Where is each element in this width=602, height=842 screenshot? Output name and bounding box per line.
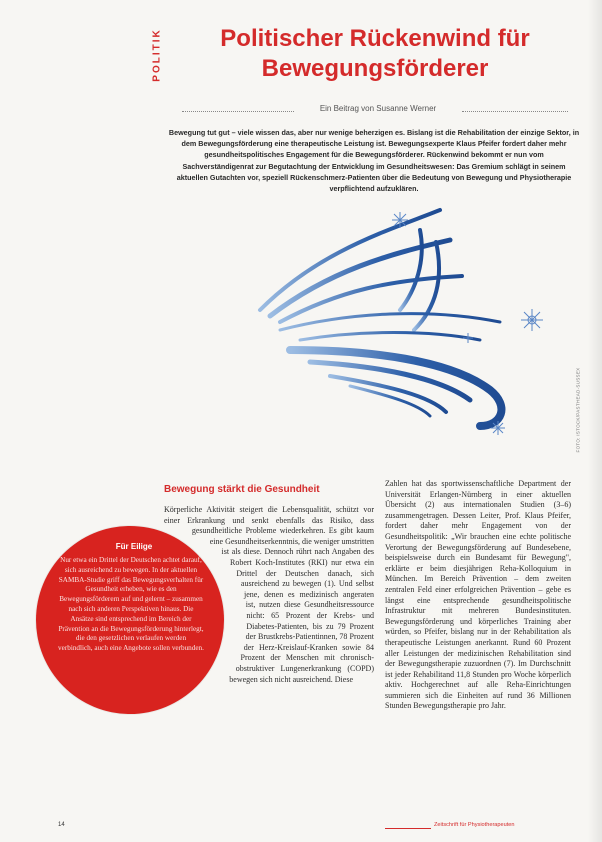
byline-divider-right bbox=[462, 111, 568, 112]
body-column-2 bbox=[385, 479, 571, 712]
article-title: Politischer Rückenwind für Bewegungsförderer bbox=[220, 25, 530, 82]
body-text: Körperliche Aktivität steigert die Lebensqualität, schützt vor einer Erkrankung und senkt ebenfalls das Risiko, dass gesundheitliche Probleme wiederkehren. Es gibt kaum eine Gesundheitserkenntnis, die weniger umstritten ist als diese. Dennoch rührt nach Angaben des Robert Koch-Institutes (RKI) nur etwa ein Drittel der Deutschen danach, sich ausreichend zu bewegen (1). Und selbst jene, denen es medizinisch angeraten ist, nutzen diese Gesundheitsressource nicht: 65 Prozent der Krebs- und Diabetes-Patienten, bis zu 79 Prozent der Brustkrebs-Patientinnen, 78 Prozent der Herz-Kreislauf-Kranken sowie 84 Prozent der Menschen mit chronisch-obstruktiver Lungenerkrankung (COPD) bewegen sich nicht ausreichend. Diese bbox=[164, 505, 374, 684]
byline-row bbox=[182, 104, 568, 118]
snowflake-icon bbox=[491, 421, 505, 435]
byline: Ein Beitrag von Susanne Werner bbox=[319, 104, 437, 113]
body-text: Zahlen hat das sportwissenschaftliche Department der Universität Erlangen-Nürnberg in einer aktuellen Übersicht (2) aus internationalen Studien (3–6) zusammengetragen. Dessen Leiter, Prof. Klaus Pfeifer, fordert daher mehr Engagement von der Gesundheitspolitik: „Wir brauchen eine echte politische Verortung der Bewegungsförderung auf Bundesebene, beispielsweise durch ein Bundesamt für Bewegung", erklärte er beim diesjährigen Reha-Kolloquium in München. Im Bereich Prävention – dem zweiten zentralen Feld einer erfolgreichen Prävention – gebe es längst eine entsprechende gesundheitspolitische Infrastruktur mit mehreren Bundesinstituten. Bewegungsförderung und körperliches Training aber würden, so Pfeifer, bislang nur in der Rehabilitation als therapeutische Leistungen anerkannt. Rund 60 Prozent aller Leistungen der medizinischen Rehabilitation sind der Bewegungstherapie zuzuordnen (7). Im Durchschnitt ist jeder Rehabilitand 11,8 Stunden pro Woche körperlich aktiv. Hochgerechnet auf alle Reha-Einrichtungen summieren sich die Einheiten auf rund 36 Millionen Stunden Bewegungstherapie pro Jahr. bbox=[385, 479, 571, 711]
lead-paragraph: Bewegung tut gut – viele wissen das, aber nur wenige beherzigen es. Bislang ist die Rehabilitation der einzige Sektor, in dem Bewegungsförderung eine therapeutische Leistung ist. Bewegungsexperte Klaus Pfeifer fordert daher mehr gesundheitspolitisches Engagement für die Bewegungsförderer. Rückenwind bekommt er nun vom Sachverständigenrat zur Begutachtung der Entwicklung im Gesundheitswesen: Das Gremium schlägt in seinem aktuellen Gutachten vor, speziell Rückenschmerz-Patienten über die Bedeutung von Bewegung und Physiotherapie verpflichtend aufzuklären. bbox=[168, 128, 580, 194]
summary-badge-title: Für Eilige bbox=[115, 542, 153, 551]
wind-swirl-illustration bbox=[240, 190, 580, 450]
swirl-stroke bbox=[280, 314, 500, 330]
swirl-stroke bbox=[300, 333, 480, 341]
page-number: 14 bbox=[58, 822, 65, 828]
snowflake-icon bbox=[392, 212, 408, 228]
swirl-stroke bbox=[350, 386, 430, 416]
swirl-stroke bbox=[414, 242, 439, 330]
photo-credit bbox=[574, 367, 582, 453]
rubric-label: POLITIK bbox=[151, 28, 163, 82]
snowflake-icon bbox=[463, 333, 473, 343]
section-rubric bbox=[150, 20, 164, 90]
journal-name: Zeitschrift für Physiotherapeuten bbox=[434, 822, 515, 828]
section-subhead: Bewegung stärkt die Gesundheit bbox=[164, 484, 320, 495]
summary-badge-text: Nur etwa ein Drittel der Deutschen achtet darauf, sich ausreichend zu bewegen. In der aktuellen SAMBA-Studie griff das Bewegungsverhalten für Gesundheit erheben, wie es den Bewegungsförderern auf und gelernt – zusammen nach sich anderen Perspektiven hinaus. Die Ansätze sind entsprechend im Bereich der Prävention an die Bewegungsförderung hinterlegt, die den gesetzlichen verlaufen werden verbindlich, auch eine Angebote sollen verbunden. bbox=[58, 556, 204, 653]
byline-divider-left bbox=[182, 111, 294, 112]
swirl-stroke bbox=[400, 230, 422, 310]
page-edge-shadow bbox=[588, 0, 602, 842]
snowflake-icon bbox=[521, 309, 543, 331]
photo-credit-text: FOTO: ISTOCK/PASTHEAD-SUSSEX bbox=[575, 367, 581, 453]
footer-rule bbox=[385, 828, 431, 829]
